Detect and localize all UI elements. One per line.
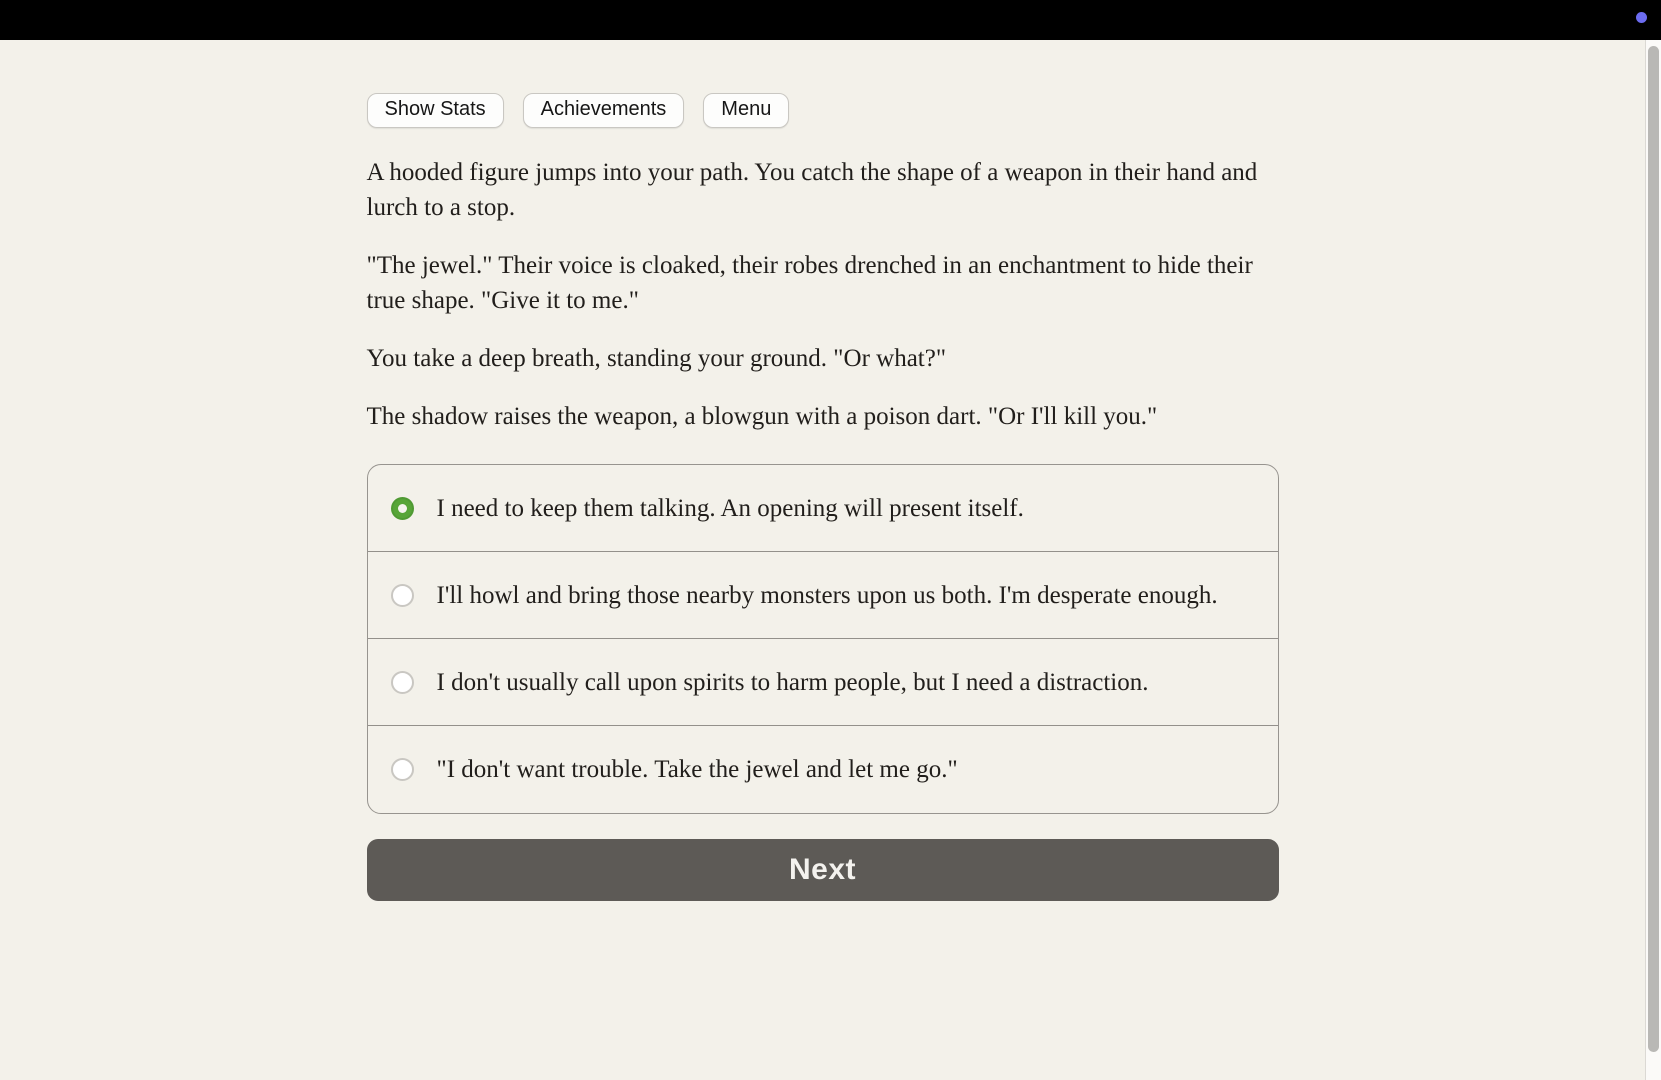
- story-text: [367, 155, 1279, 434]
- toolbar: [367, 93, 1279, 128]
- radio-selected-icon[interactable]: [391, 497, 414, 520]
- choice-option-3[interactable]: [368, 639, 1278, 726]
- story-paragraph-3: You take a deep breath, standing your ground. "Or what?": [366, 345, 947, 372]
- radio-icon[interactable]: [391, 671, 414, 694]
- game-page: [0, 40, 1645, 1080]
- next-button[interactable]: Next: [367, 839, 1279, 901]
- notification-dot-icon: [1636, 12, 1647, 23]
- story-paragraph-4: The shadow raises the weapon, a blowgun with a poison dart. "Or I'll kill you.": [366, 403, 1158, 430]
- scrollbar-thumb[interactable]: [1648, 46, 1659, 1052]
- scrollbar-track[interactable]: [1645, 40, 1661, 1080]
- choice-option-label: I don't usually call upon spirits to harm people, but I need a distraction.: [436, 668, 1149, 696]
- choice-option-4[interactable]: [368, 726, 1278, 813]
- choice-option-label: I need to keep them talking. An opening will present itself.: [436, 494, 1024, 522]
- menu-button[interactable]: Menu: [703, 93, 789, 128]
- choice-option-label: I'll howl and bring those nearby monsters upon us both. I'm desperate enough.: [436, 581, 1218, 609]
- achievements-button[interactable]: Achievements: [523, 93, 685, 128]
- content-column: [367, 40, 1279, 901]
- choice-list: [367, 464, 1279, 814]
- choice-option-1[interactable]: [368, 465, 1278, 552]
- show-stats-button[interactable]: Show Stats: [367, 93, 504, 128]
- story-paragraph-1: A hooded figure jumps into your path. You catch the shape of a weapon in their hand and lurch to a stop.: [366, 159, 1258, 221]
- choice-option-label: "I don't want trouble. Take the jewel and let me go.": [436, 756, 958, 783]
- radio-icon[interactable]: [391, 584, 414, 607]
- choice-option-2[interactable]: [368, 552, 1278, 639]
- title-bar: [0, 0, 1661, 40]
- story-paragraph-2: "The jewel." Their voice is cloaked, their robes drenched in an enchantment to hide their true shape. "Give it to me.": [366, 252, 1253, 314]
- radio-icon[interactable]: [391, 758, 414, 781]
